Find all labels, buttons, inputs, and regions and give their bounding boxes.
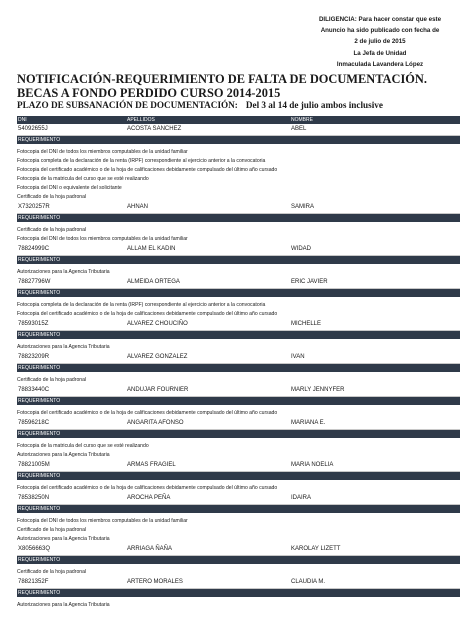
requerimiento-bar [17,505,460,513]
requerimiento-label: REQUERIMIENTO [18,590,61,596]
requerimiento-bar [17,556,460,564]
requirement-item: Certificado de la hoja padronal [17,527,87,533]
requirement-item: Fotocopia del certificado académico o de la hoja de calificaciones debidamente compulsado del último año cursado [17,167,278,173]
table-row [17,385,460,397]
cell-apellidos: ALLAM EL KADIN [127,246,176,252]
requirement-item: Certificado de la hoja padronal [17,569,87,575]
requerimiento-label: REQUERIMIENTO [18,557,61,563]
cell-nombre: CLAUDIA M. [291,579,326,585]
requerimiento-bar [17,589,460,597]
requirement-item: Fotocopia de la matricula del curso que se esté realizando [17,176,149,182]
page-title: NOTIFICACIÓN-REQUERIMIENTO DE FALTA DE DOCUMENTACIÓN. BECAS A FONDO PERDIDO CURSO 2014-2015 [17,72,427,100]
requerimiento-bar [17,214,460,222]
requirement-item: Fotocopia de la matricula del curso que se esté realizando [17,443,149,449]
cell-dni: 78596218C [18,420,50,426]
plazo-value: Del 3 al 14 de julio ambos inclusive [245,100,383,110]
cell-nombre: IVAN [291,354,305,360]
cell-dni: 78827796W [18,279,51,285]
requerimiento-label: REQUERIMIENTO [18,332,61,338]
requirement-item: Autorizaciones para la Agencia Tributaria [17,452,110,458]
requirement-item: Autorizaciones para la Agencia Tributaria [17,344,110,350]
table-row [17,352,460,364]
requirement-item: Fotocopia completa de la declaración de la renta (IRPF) correspondiente al ejercicio anterior a la convocatoria [17,158,266,164]
plazo-line [17,100,462,110]
requerimiento-bar [17,331,460,339]
cell-apellidos: ACOSTA SANCHEZ [127,126,182,132]
cell-apellidos: ARMAS FRAGIEL [127,462,176,468]
table-row [17,202,460,214]
table-row [17,124,460,136]
requirement-item: Fotocopia del certificado académico o de la hoja de calificaciones debidamente compulsado del último año cursado [17,410,278,416]
records-table [17,116,460,610]
requerimiento-label: REQUERIMIENTO [18,431,61,437]
requerimiento-bar [17,136,460,144]
table-row [17,418,460,430]
requirement-item: Fotocopia del DNI de todos los miembros computables de la unidad familiar [17,236,188,242]
requirement-item: Certificado de la hoja padronal [17,194,87,200]
diligencia-line: 2 de julio de 2015 [354,38,406,46]
cell-nombre: WIDAD [291,246,311,252]
table-row [17,319,460,331]
plazo-label: PLAZO DE SUBSANACIÓN DE DOCUMENTACIÓN: [17,100,238,110]
cell-nombre: IDAIRA [291,495,312,501]
requirement-item: Certificado de la hoja padronal [17,377,87,383]
requirement-item: Certificado de la hoja padronal [17,227,87,233]
requerimiento-bar [17,289,460,297]
cell-apellidos: ALVAREZ GONZALEZ [127,354,188,360]
table-row [17,493,460,505]
requirement-item: Fotocopia del DNI o equivalente del solicitante [17,185,122,191]
table-row [17,577,460,589]
cell-dni: 78821352F [18,579,49,585]
table-row [17,460,460,472]
requerimiento-label: REQUERIMIENTO [18,473,61,479]
requirement-item: Autorizaciones para la Agencia Tributaria [17,602,110,608]
cell-dni: 78593015Z [18,321,49,327]
requirement-item: Fotocopia del DNI de todos los miembros computables de la unidad familiar [17,518,188,524]
requirement-item: Fotocopia del DNI de todos los miembros computables de la unidad familiar [17,149,188,155]
requirement-item: Fotocopia completa de la declaración de la renta (IRPF) correspondiente al ejercicio anterior a la convocatoria [17,302,266,308]
cell-dni: X8056663Q [18,546,51,552]
requerimiento-bar [17,397,460,405]
records-list [17,124,460,610]
cell-apellidos: ALMEIDA ORTEGA [127,279,180,285]
diligencia-line: Anuncio ha sido publicado con fecha de [320,27,440,35]
cell-dni: 78833440C [18,387,50,393]
requerimiento-label: REQUERIMIENTO [18,365,61,371]
diligencia-line: DILIGENCIA: Para hacer constar que este [318,16,442,23]
cell-nombre: MICHELLE [291,321,322,327]
cell-apellidos: ARTERO MORALES [127,579,183,585]
requerimiento-bar [17,430,460,438]
cell-apellidos: AROCHA PEÑA [127,495,171,501]
requirement-item: Fotocopia del certificado académico o de la hoja de calificaciones debidamente compulsado del último año cursado [17,485,278,491]
requirement-item: Autorizaciones para la Agencia Tributaria [17,536,110,542]
requirement-item: Fotocopia del certificado académico o de la hoja de calificaciones debidamente compulsado del último año cursado [17,311,278,317]
diligencia-line: La Jefa de Unidad [353,49,407,57]
requerimiento-bar [17,256,460,264]
requerimiento-label: REQUERIMIENTO [18,506,61,512]
table-header [17,116,460,124]
cell-apellidos: ARRIAGA ÑAÑA [127,546,173,552]
table-row [17,244,460,256]
cell-dni: 78821005M [18,462,50,468]
diligencia-stamp [300,14,460,70]
cell-apellidos: ANGARITA AFONSO [127,420,184,426]
cell-dni: 78538250N [18,495,50,501]
diligencia-line: Inmaculada Lavandera López [336,60,424,68]
requerimiento-label: REQUERIMIENTO [18,398,61,404]
cell-dni: X7320257R [18,204,50,210]
requirement-item: Autorizaciones para la Agencia Tributaria [17,269,110,275]
cell-dni: 78824999C [18,246,50,252]
cell-nombre: MARIA NOELIA [291,462,334,468]
requerimiento-label: REQUERIMIENTO [18,290,61,296]
cell-dni: 54092655J [18,126,48,132]
cell-nombre: SAMIRA [291,204,315,210]
table-row [17,277,460,289]
requerimiento-bar [17,472,460,480]
table-row [17,544,460,556]
cell-nombre: MARLY JENNYFER [291,387,345,393]
cell-dni: 78823209R [18,354,50,360]
cell-nombre: ABEL [291,126,307,132]
cell-nombre: MARIANA E. [291,420,326,426]
requerimiento-label: REQUERIMIENTO [18,257,61,263]
header-nombre: NOMBRE [291,117,313,123]
requerimiento-label: REQUERIMIENTO [18,215,61,221]
cell-nombre: ERIC JAVIER [291,279,328,285]
requerimiento-bar [17,364,460,372]
cell-nombre: KAROLAY LIZETT [291,546,341,552]
requerimiento-label: REQUERIMIENTO [18,137,61,143]
cell-apellidos: AHNAN [127,204,149,210]
cell-apellidos: ALVAREZ CHOUCIÑO [127,321,188,327]
header-apellidos: APELLIDOS [127,117,155,123]
header-dni: DNI [18,117,27,123]
cell-apellidos: ANDUJAR FOURNIER [127,387,189,393]
